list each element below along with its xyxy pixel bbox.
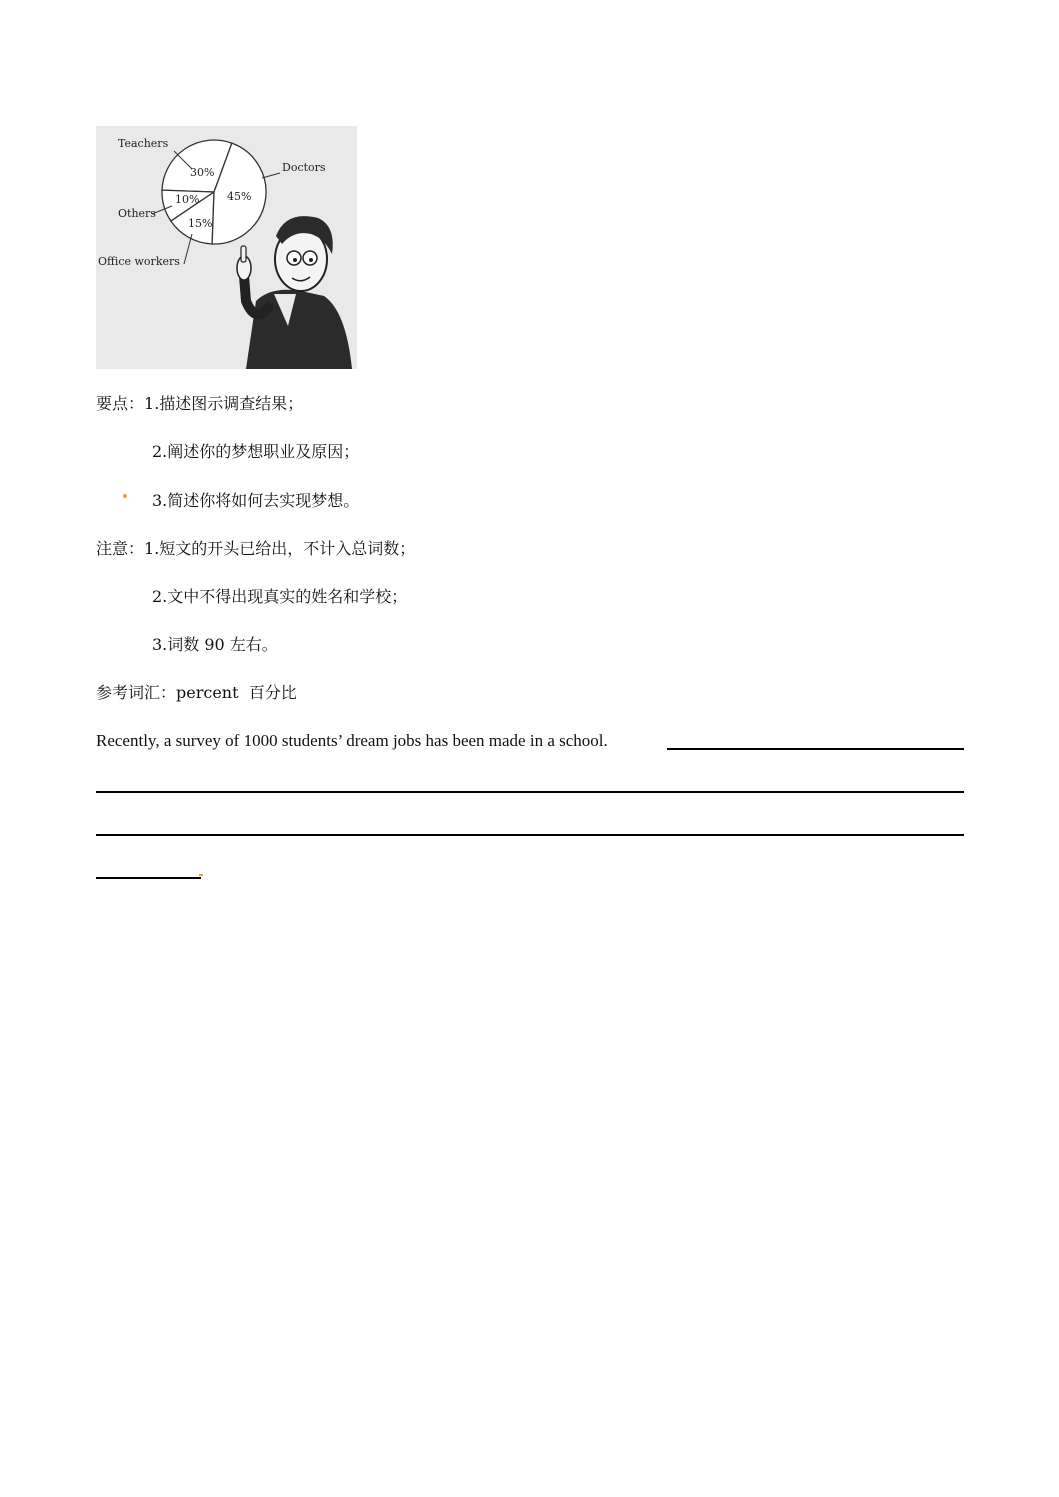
slice-value-others: 10% xyxy=(175,193,200,206)
points-item-2: 2.阐述你的梦想职业及原因； xyxy=(152,442,360,461)
label-doctors: Doctors xyxy=(282,161,326,174)
label-teachers: Teachers xyxy=(118,137,169,150)
answer-line-3[interactable] xyxy=(96,834,964,836)
label-others: Others xyxy=(118,207,156,220)
slice-value-office-workers: 15% xyxy=(188,217,213,230)
slice-value-doctors: 45% xyxy=(227,190,252,203)
answer-line-4[interactable] xyxy=(96,877,201,879)
orange-tick-marker xyxy=(199,874,203,876)
notes-item-2: 2.文中不得出现真实的姓名和学校； xyxy=(152,587,408,606)
cartoon-man-illustration xyxy=(237,216,352,369)
points-label: 要点： xyxy=(96,394,145,413)
notes-item-3: 3.词数 90 左右。 xyxy=(152,635,278,654)
points-item-3: 3.简述你将如何去实现梦想。 xyxy=(152,491,360,510)
leader-office-workers xyxy=(184,234,192,264)
survey-figure xyxy=(96,126,357,369)
vocab-label: 参考词汇： xyxy=(96,683,177,702)
notes-label: 注意： xyxy=(96,539,145,558)
notes-item-1 xyxy=(96,539,415,559)
opening-sentence: Recently, a survey of 1000 students’ dream jobs has been made in a school. xyxy=(96,731,608,750)
label-office-workers: Office workers xyxy=(98,255,180,268)
vocab-meaning: 百分比 xyxy=(248,683,297,702)
notes-text-1: 1.短文的开头已给出，不计入总词数； xyxy=(144,539,416,558)
vocabulary-line xyxy=(96,683,297,703)
answer-line-2[interactable] xyxy=(96,791,964,793)
points-text-1: 1.描述图示调查结果； xyxy=(144,394,304,413)
points-item-1 xyxy=(96,394,303,414)
orange-dot-marker xyxy=(123,494,127,498)
survey-pie-chart xyxy=(96,126,357,369)
answer-line-1[interactable] xyxy=(667,748,964,750)
leader-doctors xyxy=(262,173,280,178)
slice-value-teachers: 30% xyxy=(190,166,215,179)
vocab-word: percent xyxy=(176,683,239,702)
